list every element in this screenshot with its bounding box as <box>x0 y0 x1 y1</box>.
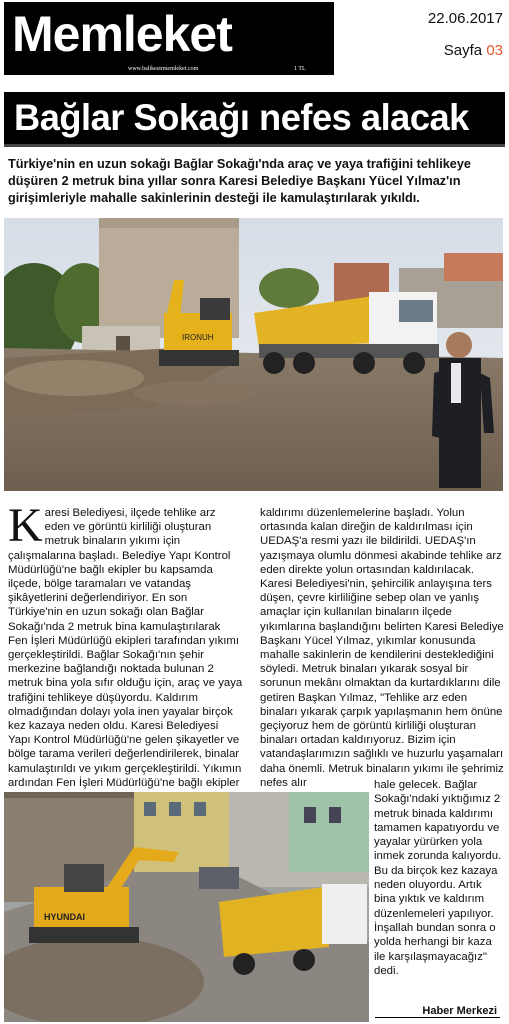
demolition-photo-2 <box>4 792 369 1022</box>
masthead-price: 1 TL <box>294 66 306 72</box>
byline: Haber Merkezi <box>422 1005 497 1017</box>
demolition-photo-1 <box>4 218 503 491</box>
masthead <box>4 2 334 75</box>
dropcap: K <box>8 499 43 552</box>
masthead-url: www.balikesirmemleket.com <box>128 66 199 72</box>
excavator-brand-2: HYUNDAI <box>44 912 86 922</box>
article-column-2 <box>260 506 504 790</box>
page-num: 03 <box>486 42 503 59</box>
lead-paragraph: Türkiye'nin en uzun sokağı Bağlar Sokağı'nda araç ve yaya trafiğini tehlikeye düşüren 2 metruk bina yıllar sonra Karesi Belediye Başkanı Yücel Yılmaz'ın girişimleriyle mahalle sakinlerinin desteği ile kamulaştırılarak yıkıldı. <box>8 157 471 205</box>
article-column-1 <box>8 499 243 804</box>
column-3-text: hale gelecek. Bağlar Sokağı'ndaki yıktığımız 2 metruk binada kaldırımı tamamen kapatıyordu ve yayalar yürürken yola inmek zorunda kalıyordu. Bu da birçok kez kazaya neden oluyordu. Artık bina yıktık ve kaldırım düzenlemeleri yapılıyor. İnşallah bundan sonra o yolda herhangi bir kaza ile karşılaşmayacağız" dedi. <box>374 779 502 977</box>
article-column-3 <box>374 778 504 978</box>
divider <box>375 1017 500 1018</box>
column-1-text: aresi Belediyesi, ilçede tehlike arz eden ve görüntü kirliliği oluşturan metruk binaların yıkımı için çalışmalarına başladı. Belediye Yapı Kontrol Müdürlüğü'ne bağlı ekipler bu kapsamda ilçede, bölge taramaları ve vatandaş şikâyetlerini değerlendiriyor. En son Türkiye'nin en uzun sokağı olan Bağlar Sokağı'nda 2 metruk bina kamulaştırılarak Fen İşleri Müdürlüğü ekipleri tarafından yıkımı gerçekleştirildi. Bağlar Sokağı'nın şehir merkezine bağlandığı noktada bulunan 2 metruk bina yola sıfır olduğu için, araç ve yaya trafiğini tehlikeye düşüyordu. Kaldırım olmadığından dolayı yola inen yayalar birçok kez kazaya neden oldu. Karesi Belediyesi Yapı Kontrol Müdürlüğü'ne gelen şikayetler ve bölge tarama verileri değerlendirilerek, binalar kamulaştırıldı ve yıkım gerçekleştirildi. Yıkımın ardından Fen İşleri Müdürlüğü'ne bağlı ekipler <box>8 507 243 789</box>
issue-date: 22.06.2017 <box>427 10 503 27</box>
column-2-text: kaldırımı düzenlemelerine başladı. Yolun ortasında kalan direğin de kaldırılması için UEDAŞ'a resmi yazı ile bildirildi. UEDAŞ'ın yazışmaya olumlu dönmesi akabinde tehlike arz eden direkte yolun ortasından kaldırılacak. Karesi Belediyesi'nin, şehircilik anlayışına ters düşen, çevre kirliliğine sebep olan ve yanlış amaçlar için kullanılan binaların ilçede yıkımlarına başlandığını belirten Karesi Belediye Başkanı Yücel Yılmaz, yıkımlar konusunda mahalle sakinlerin de kendilerini desteklediğini söyledi. Metruk binaları yıkarak sosyal bir sorunun mekânı olmaktan da kurtardıklarını dile getiren Başkan Yılmaz, "Tehlike arz eden binaları yıkarak çarpık yapılaşmanın hem önüne geçiyoruz hem de görüntü kirliliği oluşturan binaları ortadan kaldırıyoruz. Bizim için vatandaşlarımızın sağlıklı ve huzurlu yaşamaları daha önemli. Metruk binaların yıkımı ile şehrimiz nefes alır <box>260 507 504 789</box>
excavator-brand-1: IRONUH <box>182 333 214 342</box>
page-number <box>444 42 503 59</box>
headline-bar <box>4 92 505 147</box>
newspaper-logo: Memleket <box>12 6 232 62</box>
page-label: Sayfa <box>443 42 483 59</box>
headline: Bağlar Sokağı nefes alacak <box>14 97 469 138</box>
